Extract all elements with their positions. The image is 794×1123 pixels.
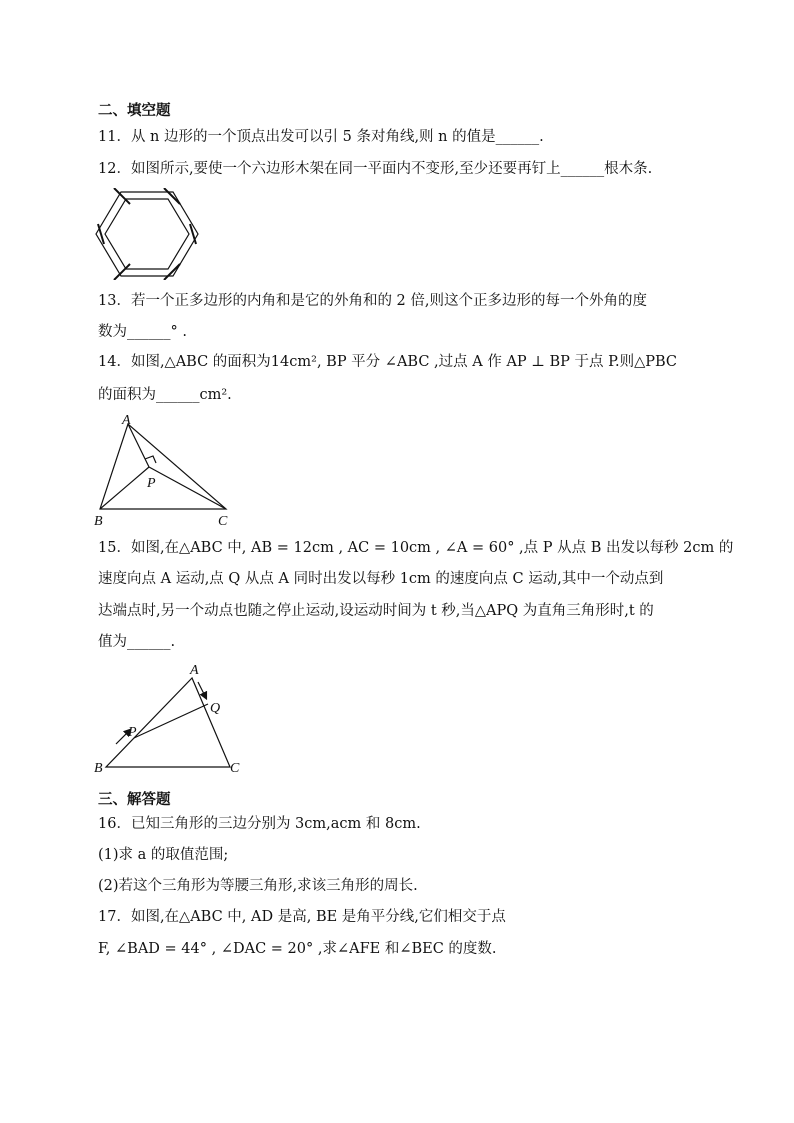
- q14-label-p: P: [147, 476, 156, 491]
- question-16-line-1: 16．已知三角形的三边分别为 3cm,acm 和 8cm.: [98, 816, 421, 832]
- q14-label-a: A: [122, 413, 131, 428]
- q15-label-b: B: [94, 761, 103, 776]
- hexagon-frame-figure: [92, 188, 202, 280]
- q15-label-p: P: [128, 725, 137, 740]
- q14-triangle-figure: [92, 412, 242, 530]
- question-15-line-2: 速度向点 A 运动,点 Q 从点 A 同时出发以每秒 1cm 的速度向点 C 运动,其中一个动点到: [98, 571, 664, 587]
- question-13-line-2: 数为______° .: [98, 324, 187, 340]
- section-heading-answer: 三、解答题: [98, 792, 171, 808]
- question-13-line-1: 13．若一个正多边形的内角和是它的外角和的 2 倍,则这个正多边形的每一个外角的度: [98, 293, 648, 309]
- question-14-line-1: 14．如图,△ABC 的面积为14cm², BP 平分 ∠ABC ,过点 A 作 AP ⊥ BP 于点 P.则△PBC: [98, 354, 678, 370]
- question-17-line-1: 17．如图,在△ABC 中, AD 是高, BE 是角平分线,它们相交于点: [98, 909, 506, 925]
- section-heading-fill-in: 二、填空题: [98, 103, 171, 119]
- q14-label-c: C: [218, 514, 228, 529]
- q14-label-b: B: [94, 514, 103, 529]
- question-14-line-2: 的面积为______cm².: [98, 387, 232, 403]
- q15-label-c: C: [230, 761, 240, 776]
- question-15-line-3: 达端点时,另一个动点也随之停止运动,设运动时间为 t 秒,当△APQ 为直角三角形时,t 的: [98, 603, 654, 619]
- q15-label-a: A: [190, 663, 199, 678]
- question-15-line-1: 15．如图,在△ABC 中, AB = 12cm , AC = 10cm , ∠A = 60° ,点 P 从点 B 出发以每秒 2cm 的: [98, 540, 734, 556]
- question-17-line-2: F, ∠BAD = 44° , ∠DAC = 20° ,求∠AFE 和∠BEC 的度数.: [98, 941, 497, 957]
- question-12: 12．如图所示,要使一个六边形木架在同一平面内不变形,至少还要再钉上______根木条.: [98, 161, 653, 177]
- question-11: 11．从 n 边形的一个顶点出发可以引 5 条对角线,则 n 的值是______.: [98, 129, 544, 145]
- q15-triangle-figure: [92, 660, 252, 778]
- question-16-part-2: (2)若这个三角形为等腰三角形,求该三角形的周长.: [98, 878, 418, 894]
- question-16-part-1: (1)求 a 的取值范围;: [98, 847, 229, 863]
- q15-label-q: Q: [210, 701, 221, 716]
- question-15-line-4: 值为______.: [98, 634, 176, 650]
